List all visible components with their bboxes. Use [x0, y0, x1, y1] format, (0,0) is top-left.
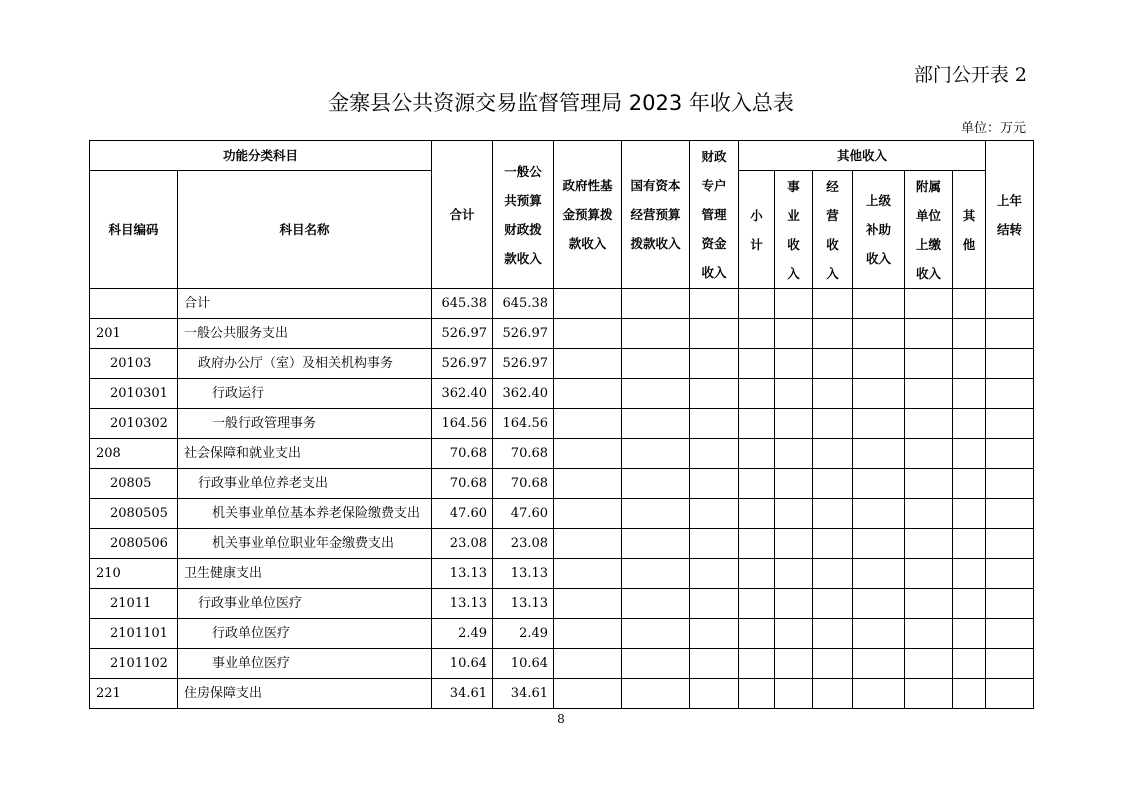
- empty-cell: [953, 499, 986, 529]
- empty-cell: [953, 619, 986, 649]
- subject-name: 事业单位医疗: [178, 649, 432, 679]
- empty-cell: [622, 559, 690, 589]
- empty-cell: [953, 439, 986, 469]
- table-row: [90, 439, 1034, 469]
- empty-cell: [775, 349, 813, 379]
- empty-cell: [813, 349, 853, 379]
- empty-cell: [853, 679, 905, 709]
- empty-cell: [953, 379, 986, 409]
- total-cell: 526.97: [432, 349, 493, 379]
- empty-cell: [554, 289, 622, 319]
- header-line: 收入: [916, 265, 942, 281]
- subject-code: 20805: [90, 469, 178, 499]
- subject-code: 2101101: [90, 619, 178, 649]
- header-line: 他: [962, 236, 976, 252]
- empty-cell: [690, 499, 739, 529]
- empty-cell: [853, 439, 905, 469]
- empty-cell: [622, 499, 690, 529]
- empty-cell: [554, 649, 622, 679]
- empty-cell: [775, 409, 813, 439]
- total-cell: 47.60: [432, 499, 493, 529]
- empty-cell: [853, 379, 905, 409]
- header-line: 财政拨: [504, 221, 542, 237]
- empty-cell: [953, 529, 986, 559]
- empty-cell: [853, 499, 905, 529]
- header-line: 补助: [866, 222, 892, 237]
- empty-cell: [813, 379, 853, 409]
- header-total: 合计: [432, 141, 493, 289]
- empty-cell: [690, 679, 739, 709]
- empty-cell: [813, 649, 853, 679]
- general-budget-cell: 526.97: [493, 349, 554, 379]
- subject-name: 机关事业单位职业年金缴费支出: [178, 529, 432, 559]
- empty-cell: [775, 289, 813, 319]
- empty-cell: [690, 439, 739, 469]
- empty-cell: [775, 529, 813, 559]
- header-row-1: [90, 141, 1034, 171]
- table-row: [90, 649, 1034, 679]
- header-line: 入: [787, 265, 800, 281]
- empty-cell: [813, 499, 853, 529]
- subject-code: 201: [90, 319, 178, 349]
- empty-cell: [986, 679, 1034, 709]
- empty-cell: [622, 289, 690, 319]
- header-line: 政府性基: [562, 178, 613, 193]
- general-budget-cell: 70.68: [493, 439, 554, 469]
- empty-cell: [905, 529, 953, 559]
- empty-cell: [953, 349, 986, 379]
- general-budget-cell: 70.68: [493, 469, 554, 499]
- empty-cell: [554, 589, 622, 619]
- empty-cell: [739, 679, 775, 709]
- empty-cell: [986, 589, 1034, 619]
- table-row: [90, 529, 1034, 559]
- empty-cell: [622, 379, 690, 409]
- empty-cell: [622, 529, 690, 559]
- subject-code: [90, 289, 178, 319]
- empty-cell: [905, 619, 953, 649]
- empty-cell: [953, 649, 986, 679]
- general-budget-cell: 13.13: [493, 589, 554, 619]
- header-state-capital: [622, 141, 690, 289]
- empty-cell: [622, 469, 690, 499]
- header-line: 拨款收入: [630, 236, 681, 251]
- empty-cell: [853, 289, 905, 319]
- empty-cell: [554, 469, 622, 499]
- empty-cell: [690, 349, 739, 379]
- empty-cell: [813, 439, 853, 469]
- empty-cell: [986, 649, 1034, 679]
- empty-cell: [622, 409, 690, 439]
- empty-cell: [739, 319, 775, 349]
- empty-cell: [554, 679, 622, 709]
- general-budget-cell: 23.08: [493, 529, 554, 559]
- header-line: 单位: [916, 207, 942, 223]
- header-line: 小: [750, 207, 763, 223]
- header-carryover: [986, 141, 1034, 289]
- table-row: [90, 679, 1034, 709]
- total-cell: 164.56: [432, 409, 493, 439]
- empty-cell: [690, 319, 739, 349]
- empty-cell: [986, 319, 1034, 349]
- empty-cell: [813, 289, 853, 319]
- empty-cell: [690, 649, 739, 679]
- general-budget-cell: 10.64: [493, 649, 554, 679]
- empty-cell: [554, 619, 622, 649]
- subject-name: 行政事业单位养老支出: [178, 469, 432, 499]
- empty-cell: [622, 619, 690, 649]
- empty-cell: [853, 619, 905, 649]
- empty-cell: [905, 649, 953, 679]
- total-cell: 645.38: [432, 289, 493, 319]
- subject-name: 合计: [178, 289, 432, 319]
- header-line: 计: [750, 236, 763, 252]
- empty-cell: [986, 499, 1034, 529]
- subject-name: 行政单位医疗: [178, 619, 432, 649]
- empty-cell: [554, 559, 622, 589]
- header-subtotal: [739, 171, 775, 289]
- header-line: 收入: [701, 265, 727, 280]
- empty-cell: [554, 349, 622, 379]
- empty-cell: [853, 319, 905, 349]
- empty-cell: [690, 469, 739, 499]
- header-line: 入: [826, 265, 839, 281]
- general-budget-cell: 645.38: [493, 289, 554, 319]
- empty-cell: [986, 529, 1034, 559]
- empty-cell: [622, 649, 690, 679]
- empty-cell: [775, 619, 813, 649]
- empty-cell: [905, 439, 953, 469]
- general-budget-cell: 164.56: [493, 409, 554, 439]
- empty-cell: [813, 319, 853, 349]
- subject-code: 20103: [90, 349, 178, 379]
- page-number: 8: [557, 712, 565, 726]
- empty-cell: [739, 349, 775, 379]
- header-operating: [813, 171, 853, 289]
- empty-cell: [813, 469, 853, 499]
- subject-code: 2010301: [90, 379, 178, 409]
- empty-cell: [739, 469, 775, 499]
- empty-cell: [905, 589, 953, 619]
- empty-cell: [739, 439, 775, 469]
- empty-cell: [905, 469, 953, 499]
- header-affiliated: [905, 171, 953, 289]
- empty-cell: [775, 499, 813, 529]
- empty-cell: [690, 289, 739, 319]
- empty-cell: [986, 559, 1034, 589]
- table-row: [90, 619, 1034, 649]
- empty-cell: [905, 559, 953, 589]
- table-tag: 部门公开表 2: [913, 64, 1027, 86]
- empty-cell: [905, 499, 953, 529]
- empty-cell: [622, 589, 690, 619]
- empty-cell: [775, 439, 813, 469]
- header-line: 其: [962, 207, 976, 223]
- empty-cell: [690, 379, 739, 409]
- header-other-income: 其他收入: [739, 141, 986, 171]
- header-line: 业: [787, 207, 800, 223]
- header-line: 款收入: [568, 236, 607, 251]
- empty-cell: [986, 619, 1034, 649]
- empty-cell: [690, 619, 739, 649]
- table-row: [90, 349, 1034, 379]
- header-line: 资金: [701, 236, 727, 251]
- empty-cell: [739, 379, 775, 409]
- subject-code: 208: [90, 439, 178, 469]
- empty-cell: [813, 589, 853, 619]
- empty-cell: [554, 319, 622, 349]
- empty-cell: [813, 559, 853, 589]
- empty-cell: [813, 529, 853, 559]
- header-superior: [853, 171, 905, 289]
- header-line: 国有资本: [630, 178, 681, 193]
- subject-name: 住房保障支出: [178, 679, 432, 709]
- header-line: 共预算: [504, 192, 542, 208]
- empty-cell: [739, 409, 775, 439]
- empty-cell: [986, 349, 1034, 379]
- header-line: 附属: [916, 178, 942, 194]
- empty-cell: [739, 499, 775, 529]
- subject-code: 2101102: [90, 649, 178, 679]
- empty-cell: [953, 559, 986, 589]
- general-budget-cell: 13.13: [493, 559, 554, 589]
- header-line: 收: [787, 236, 800, 252]
- header-line: 一般公: [504, 163, 542, 179]
- table-row: [90, 409, 1034, 439]
- empty-cell: [554, 529, 622, 559]
- empty-cell: [775, 379, 813, 409]
- empty-cell: [739, 559, 775, 589]
- empty-cell: [986, 289, 1034, 319]
- header-line: 营: [826, 207, 839, 223]
- empty-cell: [905, 409, 953, 439]
- general-budget-cell: 47.60: [493, 499, 554, 529]
- table-row: [90, 289, 1034, 319]
- subject-code: 2080506: [90, 529, 178, 559]
- header-line: 上年: [997, 192, 1023, 208]
- empty-cell: [986, 379, 1034, 409]
- header-line: 专户: [701, 178, 727, 193]
- empty-cell: [690, 409, 739, 439]
- subject-name: 一般公共服务支出: [178, 319, 432, 349]
- empty-cell: [739, 289, 775, 319]
- empty-cell: [622, 439, 690, 469]
- table-row: [90, 499, 1034, 529]
- empty-cell: [690, 559, 739, 589]
- general-budget-cell: 34.61: [493, 679, 554, 709]
- header-special-fund: [690, 141, 739, 289]
- subject-code: 221: [90, 679, 178, 709]
- table-body: [90, 289, 1034, 709]
- empty-cell: [905, 379, 953, 409]
- subject-code: 2080505: [90, 499, 178, 529]
- subject-name: 机关事业单位基本养老保险缴费支出: [178, 499, 432, 529]
- empty-cell: [905, 289, 953, 319]
- empty-cell: [622, 679, 690, 709]
- empty-cell: [986, 409, 1034, 439]
- empty-cell: [986, 469, 1034, 499]
- header-line: 上级: [866, 193, 892, 208]
- header-line: 经: [826, 178, 839, 194]
- empty-cell: [622, 319, 690, 349]
- total-cell: 13.13: [432, 559, 493, 589]
- empty-cell: [554, 379, 622, 409]
- empty-cell: [813, 619, 853, 649]
- subject-name: 政府办公厅（室）及相关机构事务: [178, 349, 432, 379]
- header-line: 金预算拨: [562, 207, 613, 222]
- empty-cell: [853, 409, 905, 439]
- header-gov-fund: [554, 141, 622, 289]
- total-cell: 362.40: [432, 379, 493, 409]
- table-row: [90, 319, 1034, 349]
- empty-cell: [853, 349, 905, 379]
- subject-name: 卫生健康支出: [178, 559, 432, 589]
- total-cell: 70.68: [432, 439, 493, 469]
- header-line: 经营预算: [630, 207, 681, 222]
- empty-cell: [775, 319, 813, 349]
- empty-cell: [853, 469, 905, 499]
- header-code: 科目编码: [90, 171, 178, 289]
- subject-name: 行政运行: [178, 379, 432, 409]
- header-line: 管理: [701, 207, 727, 222]
- unit-label: 单位：万元: [960, 121, 1026, 136]
- header-general-budget: [493, 141, 554, 289]
- empty-cell: [953, 679, 986, 709]
- header-func-subject: 功能分类科目: [90, 141, 432, 171]
- empty-cell: [953, 409, 986, 439]
- empty-cell: [739, 529, 775, 559]
- general-budget-cell: 526.97: [493, 319, 554, 349]
- general-budget-cell: 2.49: [493, 619, 554, 649]
- empty-cell: [953, 589, 986, 619]
- empty-cell: [554, 439, 622, 469]
- empty-cell: [554, 499, 622, 529]
- general-budget-cell: 362.40: [493, 379, 554, 409]
- empty-cell: [690, 529, 739, 559]
- header-line: 收: [826, 236, 839, 252]
- subject-code: 210: [90, 559, 178, 589]
- total-cell: 23.08: [432, 529, 493, 559]
- table-row: [90, 379, 1034, 409]
- income-table: [89, 140, 1034, 709]
- empty-cell: [690, 589, 739, 619]
- header-line: 结转: [997, 221, 1023, 237]
- subject-name: 行政事业单位医疗: [178, 589, 432, 619]
- empty-cell: [554, 409, 622, 439]
- table-row: [90, 589, 1034, 619]
- subject-code: 2010302: [90, 409, 178, 439]
- header-line: 事: [787, 178, 800, 194]
- empty-cell: [853, 589, 905, 619]
- table-row: [90, 469, 1034, 499]
- total-cell: 70.68: [432, 469, 493, 499]
- total-cell: 526.97: [432, 319, 493, 349]
- empty-cell: [905, 679, 953, 709]
- header-line: 财政: [701, 149, 727, 164]
- empty-cell: [739, 649, 775, 679]
- total-cell: 13.13: [432, 589, 493, 619]
- empty-cell: [775, 649, 813, 679]
- empty-cell: [775, 559, 813, 589]
- empty-cell: [853, 559, 905, 589]
- header-name: 科目名称: [178, 171, 432, 289]
- page-title: 金寨县公共资源交易监督管理局 2023 年收入总表: [328, 91, 794, 115]
- header-other: [953, 171, 986, 289]
- empty-cell: [986, 439, 1034, 469]
- table-row: [90, 559, 1034, 589]
- empty-cell: [739, 589, 775, 619]
- empty-cell: [953, 289, 986, 319]
- empty-cell: [905, 349, 953, 379]
- subject-code: 21011: [90, 589, 178, 619]
- empty-cell: [853, 529, 905, 559]
- subject-name: 一般行政管理事务: [178, 409, 432, 439]
- empty-cell: [813, 409, 853, 439]
- header-line: 款收入: [504, 250, 542, 266]
- subject-name: 社会保障和就业支出: [178, 439, 432, 469]
- empty-cell: [813, 679, 853, 709]
- empty-cell: [775, 469, 813, 499]
- total-cell: 2.49: [432, 619, 493, 649]
- empty-cell: [739, 619, 775, 649]
- header-line: 收入: [866, 251, 892, 266]
- total-cell: 34.61: [432, 679, 493, 709]
- total-cell: 10.64: [432, 649, 493, 679]
- header-line: 上缴: [916, 236, 942, 252]
- empty-cell: [853, 649, 905, 679]
- empty-cell: [953, 319, 986, 349]
- header-business: [775, 171, 813, 289]
- empty-cell: [622, 349, 690, 379]
- empty-cell: [775, 589, 813, 619]
- empty-cell: [953, 469, 986, 499]
- empty-cell: [775, 679, 813, 709]
- empty-cell: [905, 319, 953, 349]
